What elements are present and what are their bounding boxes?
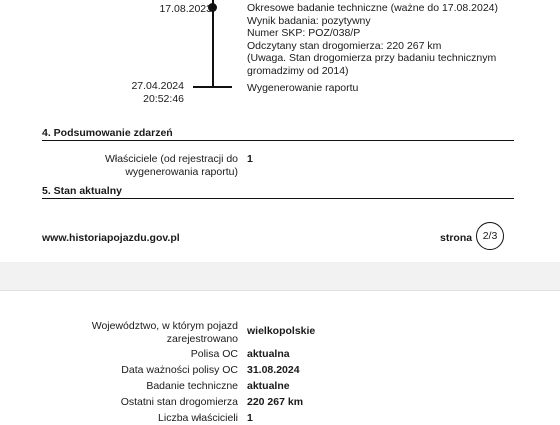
event-time: 20:52:46: [143, 93, 184, 105]
event-description: [247, 82, 358, 95]
section-divider: [42, 140, 514, 141]
page-number: 2/3: [482, 230, 498, 242]
state-label: Ostatni stan drogomierza: [120, 396, 238, 408]
section-title: 5. Stan aktualny: [42, 185, 122, 197]
state-value: 220 267 km: [247, 396, 304, 408]
event-line: Numer SKP: POZ/038/P: [247, 27, 361, 39]
page-label: strona: [440, 232, 473, 244]
timeline-line: [212, 0, 214, 87]
state-label: Liczba właścicieli: [158, 412, 238, 424]
event-line: Wygenerowanie raportu: [247, 82, 359, 94]
state-value: aktualna: [247, 348, 290, 360]
state-label: Województwo, w którym pojazd zarejestrowano: [91, 320, 238, 345]
state-value: 31.08.2024: [247, 364, 300, 376]
event-line: Okresowe badanie techniczne (ważne do 17.08.2024): [247, 2, 498, 14]
page-break: [0, 262, 560, 290]
event-date: 17.08.2023: [159, 3, 212, 15]
event-date: 27.04.2024: [131, 80, 184, 92]
event-line: Odczytany stan drogomierza: 220 267 km: [247, 39, 442, 52]
section-title: 4. Podsumowanie zdarzeń: [42, 127, 173, 139]
event-description: [247, 2, 498, 77]
state-label: Polisa OC: [190, 348, 238, 360]
page-number-badge: [476, 222, 504, 250]
footer-url: www.historiapojazdu.gov.pl: [42, 232, 180, 244]
page-edge: [0, 290, 560, 291]
owners-label: Właściciele (od rejestracji do wygenerowania raportu): [104, 153, 238, 178]
state-label: Badanie techniczne: [146, 380, 238, 392]
state-label: Data ważności polisy OC: [121, 364, 238, 376]
event-line: Wynik badania: pozytywny: [247, 14, 371, 27]
event-line: (Uwaga. Stan drogomierza przy badaniu technicznym: [247, 52, 497, 64]
state-value: 1: [247, 412, 253, 424]
event-line: gromadzimy od 2014): [247, 64, 349, 77]
state-value: wielkopolskie: [247, 325, 316, 337]
owners-value: 1: [247, 153, 253, 165]
section-divider: [42, 198, 514, 199]
timeline-end-cap: [193, 86, 232, 88]
state-value: aktualne: [247, 380, 290, 392]
